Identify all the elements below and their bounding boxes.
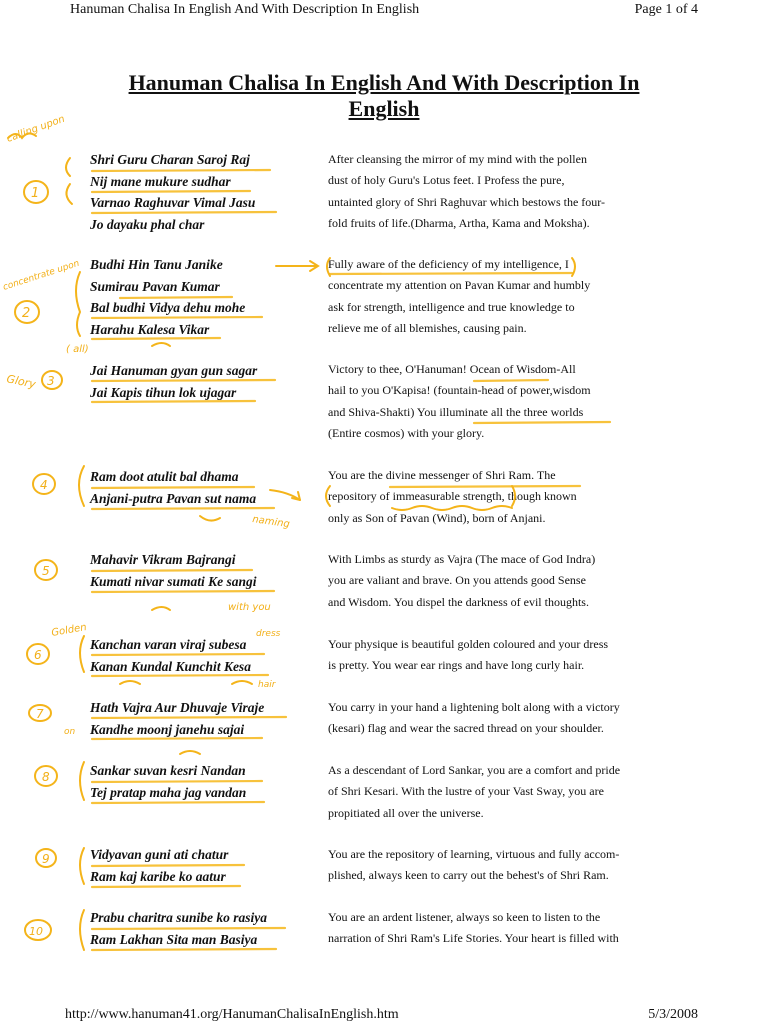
- annotation-golden: Golden: [50, 621, 88, 639]
- annotation-glory: Glory: [5, 372, 37, 392]
- annotation-all: ( all): [66, 344, 89, 355]
- verse-line: Kanan Kundal Kunchit Kesa: [90, 658, 251, 674]
- description-line: fold fruits of life.(Dharma, Artha, Kama and Moksha).: [328, 215, 590, 230]
- stanza-number-mark: 9: [42, 852, 50, 866]
- verse-line: Sumirau Pavan Kumar: [90, 278, 220, 294]
- verse-line: Ram kaj karibe ko aatur: [90, 868, 226, 884]
- stanza-4-verse: [90, 466, 315, 509]
- annotation-squiggle: [152, 607, 170, 610]
- stanza-9-description: [328, 844, 658, 887]
- description-line: Fully aware of the deficiency of my intelligence, I: [328, 257, 569, 271]
- verse-line: Varnao Raghuvar Vimal Jasu: [90, 195, 256, 210]
- description-line: After cleansing the mirror of my mind with the pollen: [328, 152, 587, 166]
- annotation-bracket: [76, 272, 80, 336]
- annotation-squiggle: [180, 751, 200, 754]
- verse-line: Ram doot atulit bal dhama: [90, 469, 239, 484]
- annotation-dress: dress: [256, 629, 281, 639]
- description-line: You are an ardent listener, always so keen to listen to the: [328, 910, 601, 924]
- description-line: Victory to thee, O'Hanuman! Ocean of Wisdom-All: [328, 362, 576, 376]
- description-line: narration of Shri Ram's Life Stories. Your heart is filled with: [328, 931, 619, 946]
- annotation-bracket: [80, 910, 84, 950]
- description-line: Your physique is beautiful golden coloured and your dress: [328, 637, 609, 651]
- document-title-line-1: Hanuman Chalisa In English And With Description In: [128, 70, 640, 95]
- annotation-bracket: [66, 158, 72, 204]
- annotation-bracket: [79, 466, 84, 506]
- description-line: and Wisdom. You dispel the darkness of evil thoughts.: [328, 594, 589, 609]
- verse-line: Vidyavan guni ati chatur: [90, 847, 229, 862]
- verse-line: Ram Lakhan Sita man Basiya: [90, 931, 258, 947]
- description-line: (kesari) flag and wear the sacred thread on your shoulder.: [328, 721, 604, 736]
- verse-line: Harahu Kalesa Vikar: [90, 321, 210, 337]
- stanza-3-description: [328, 359, 658, 444]
- annotation-squiggle: [152, 343, 170, 346]
- stanza-number-mark: 4: [40, 478, 48, 492]
- stanza-number-mark: 7: [36, 707, 44, 721]
- stanza-number-mark: 6: [34, 648, 42, 662]
- running-header-title: Hanuman Chalisa In English And With Description In English: [70, 2, 420, 17]
- description-line: relieve me of all blemishes, causing pain.: [328, 320, 527, 335]
- description-line: ask for strength, intelligence and true knowledge to: [328, 299, 575, 314]
- description-line: As a descendant of Lord Sankar, you are a comfort and pride: [328, 763, 621, 777]
- description-line: you are valiant and brave. On you attends good Sense: [328, 573, 586, 588]
- verse-line: Shri Guru Charan Saroj Raj: [90, 152, 250, 167]
- stanza-8-description: [328, 760, 658, 824]
- annotation-naming: naming: [251, 514, 291, 531]
- stanza-6-verse: [90, 634, 315, 677]
- stanza-4-description: [328, 465, 658, 529]
- verse-line: Jai Hanuman gyan gun sagar: [90, 363, 258, 378]
- stanza-5-description: [328, 549, 658, 613]
- annotation-squiggle: [200, 516, 220, 521]
- stanza-number-mark: 8: [42, 770, 50, 784]
- verse-line: Prabu charitra sunibe ko rasiya: [90, 910, 268, 925]
- stanza-2-description: [328, 254, 658, 339]
- description-line: With Limbs as sturdy as Vajra (The mace of God Indra): [328, 552, 596, 566]
- annotation-squiggle: [120, 681, 140, 684]
- description-line: and Shiva-Shakti) You illuminate all the three worlds: [328, 404, 584, 419]
- annotation-bracket: [80, 848, 84, 884]
- annotation-bracket: [80, 762, 84, 800]
- verse-line: Jo dayaku phal char: [90, 216, 205, 232]
- stanza-number-mark: 3: [47, 374, 55, 388]
- verse-line: Bal budhi Vidya dehu mohe: [90, 300, 246, 315]
- verse-line: Jai Kapis tihun lok ujagar: [90, 384, 237, 400]
- verse-line: Sankar suvan kesri Nandan: [90, 763, 246, 778]
- verse-line: Mahavir Vikram Bajrangi: [90, 552, 236, 567]
- description-line: dust of holy Guru's Lotus feet. I Profess the pure,: [328, 173, 565, 188]
- description-line: (Entire cosmos) with your glory.: [328, 425, 485, 440]
- verse-line: Kandhe moonj janehu sajai: [90, 721, 245, 737]
- footer-url: http://www.hanuman41.org/HanumanChalisaInEnglish.htm: [65, 1007, 399, 1022]
- description-line: You are the divine messenger of Shri Ram. The: [328, 468, 556, 482]
- annotation-calling-upon: calling upon: [5, 113, 67, 145]
- annotation-concentrate-upon: concentrate upon: [1, 258, 81, 293]
- annotation-squiggle: [232, 681, 252, 684]
- description-line: of Shri Kesari. With the lustre of your Vast Sway, you are: [328, 784, 604, 799]
- stanza-10-verse: [90, 907, 315, 950]
- annotation-hair: hair: [258, 680, 276, 690]
- description-line: plished, always keen to carry out the behest's of Shri Ram.: [328, 868, 609, 883]
- annotation-with-you: with you: [228, 602, 271, 613]
- verse-line: Tej pratap maha jag vandan: [90, 784, 247, 800]
- stanza-3-verse: [90, 360, 315, 403]
- document-title-line-2: English: [348, 96, 420, 121]
- verse-line: Kumati nivar sumati Ke sangi: [90, 573, 257, 589]
- description-line: only as Son of Pavan (Wind), born of Anjani.: [328, 510, 546, 525]
- stanza-number-mark: 10: [29, 925, 43, 938]
- annotation-bracket: [80, 636, 84, 672]
- description-line: You carry in your hand a lightening bolt along with a victory: [328, 700, 620, 714]
- document-title: [100, 70, 668, 122]
- annotation-on: on: [64, 727, 76, 737]
- footer-date: 5/3/2008: [648, 1007, 698, 1022]
- stanza-8-verse: [90, 760, 315, 803]
- verse-line: Budhi Hin Tanu Janike: [90, 257, 223, 272]
- description-line: hail to you O'Kapisa! (fountain-head of power,wisdom: [328, 383, 591, 398]
- stanza-1-verse: [90, 149, 315, 235]
- description-line: is pretty. You wear ear rings and have long curly hair.: [328, 658, 585, 673]
- stanza-9-verse: [90, 844, 315, 887]
- verse-line: Nij mane mukure sudhar: [90, 173, 231, 189]
- stanza-number-mark: 5: [42, 564, 50, 578]
- stanza-7-verse: [90, 697, 315, 740]
- stanza-1-description: [328, 149, 658, 234]
- verse-line: Hath Vajra Aur Dhuvaje Viraje: [90, 700, 265, 715]
- annotation-underline: [8, 133, 36, 138]
- description-line: concentrate my attention on Pavan Kumar and humbly: [328, 278, 591, 293]
- stanza-number-mark: 2: [22, 306, 31, 321]
- stanza-7-description: [328, 697, 658, 740]
- stanza-10-description: [328, 907, 658, 950]
- stanza-5-verse: [90, 549, 315, 592]
- description-line: propitiated all over the universe.: [328, 805, 484, 820]
- verse-line: Anjani-putra Pavan sut nama: [90, 490, 257, 506]
- stanza-6-description: [328, 634, 658, 677]
- description-line: repository of immeasurable strength, though known: [328, 489, 577, 504]
- page-number: Page 1 of 4: [634, 2, 698, 17]
- stanza-2-verse: [90, 254, 315, 340]
- stanza-number-mark: 1: [31, 186, 40, 201]
- verse-line: Kanchan varan viraj subesa: [90, 637, 247, 652]
- description-line: untainted glory of Shri Raghuvar which bestows the four-: [328, 194, 606, 209]
- description-line: You are the repository of learning, virtuous and fully accom-: [328, 847, 620, 861]
- stanza-number-marks: [15, 181, 62, 940]
